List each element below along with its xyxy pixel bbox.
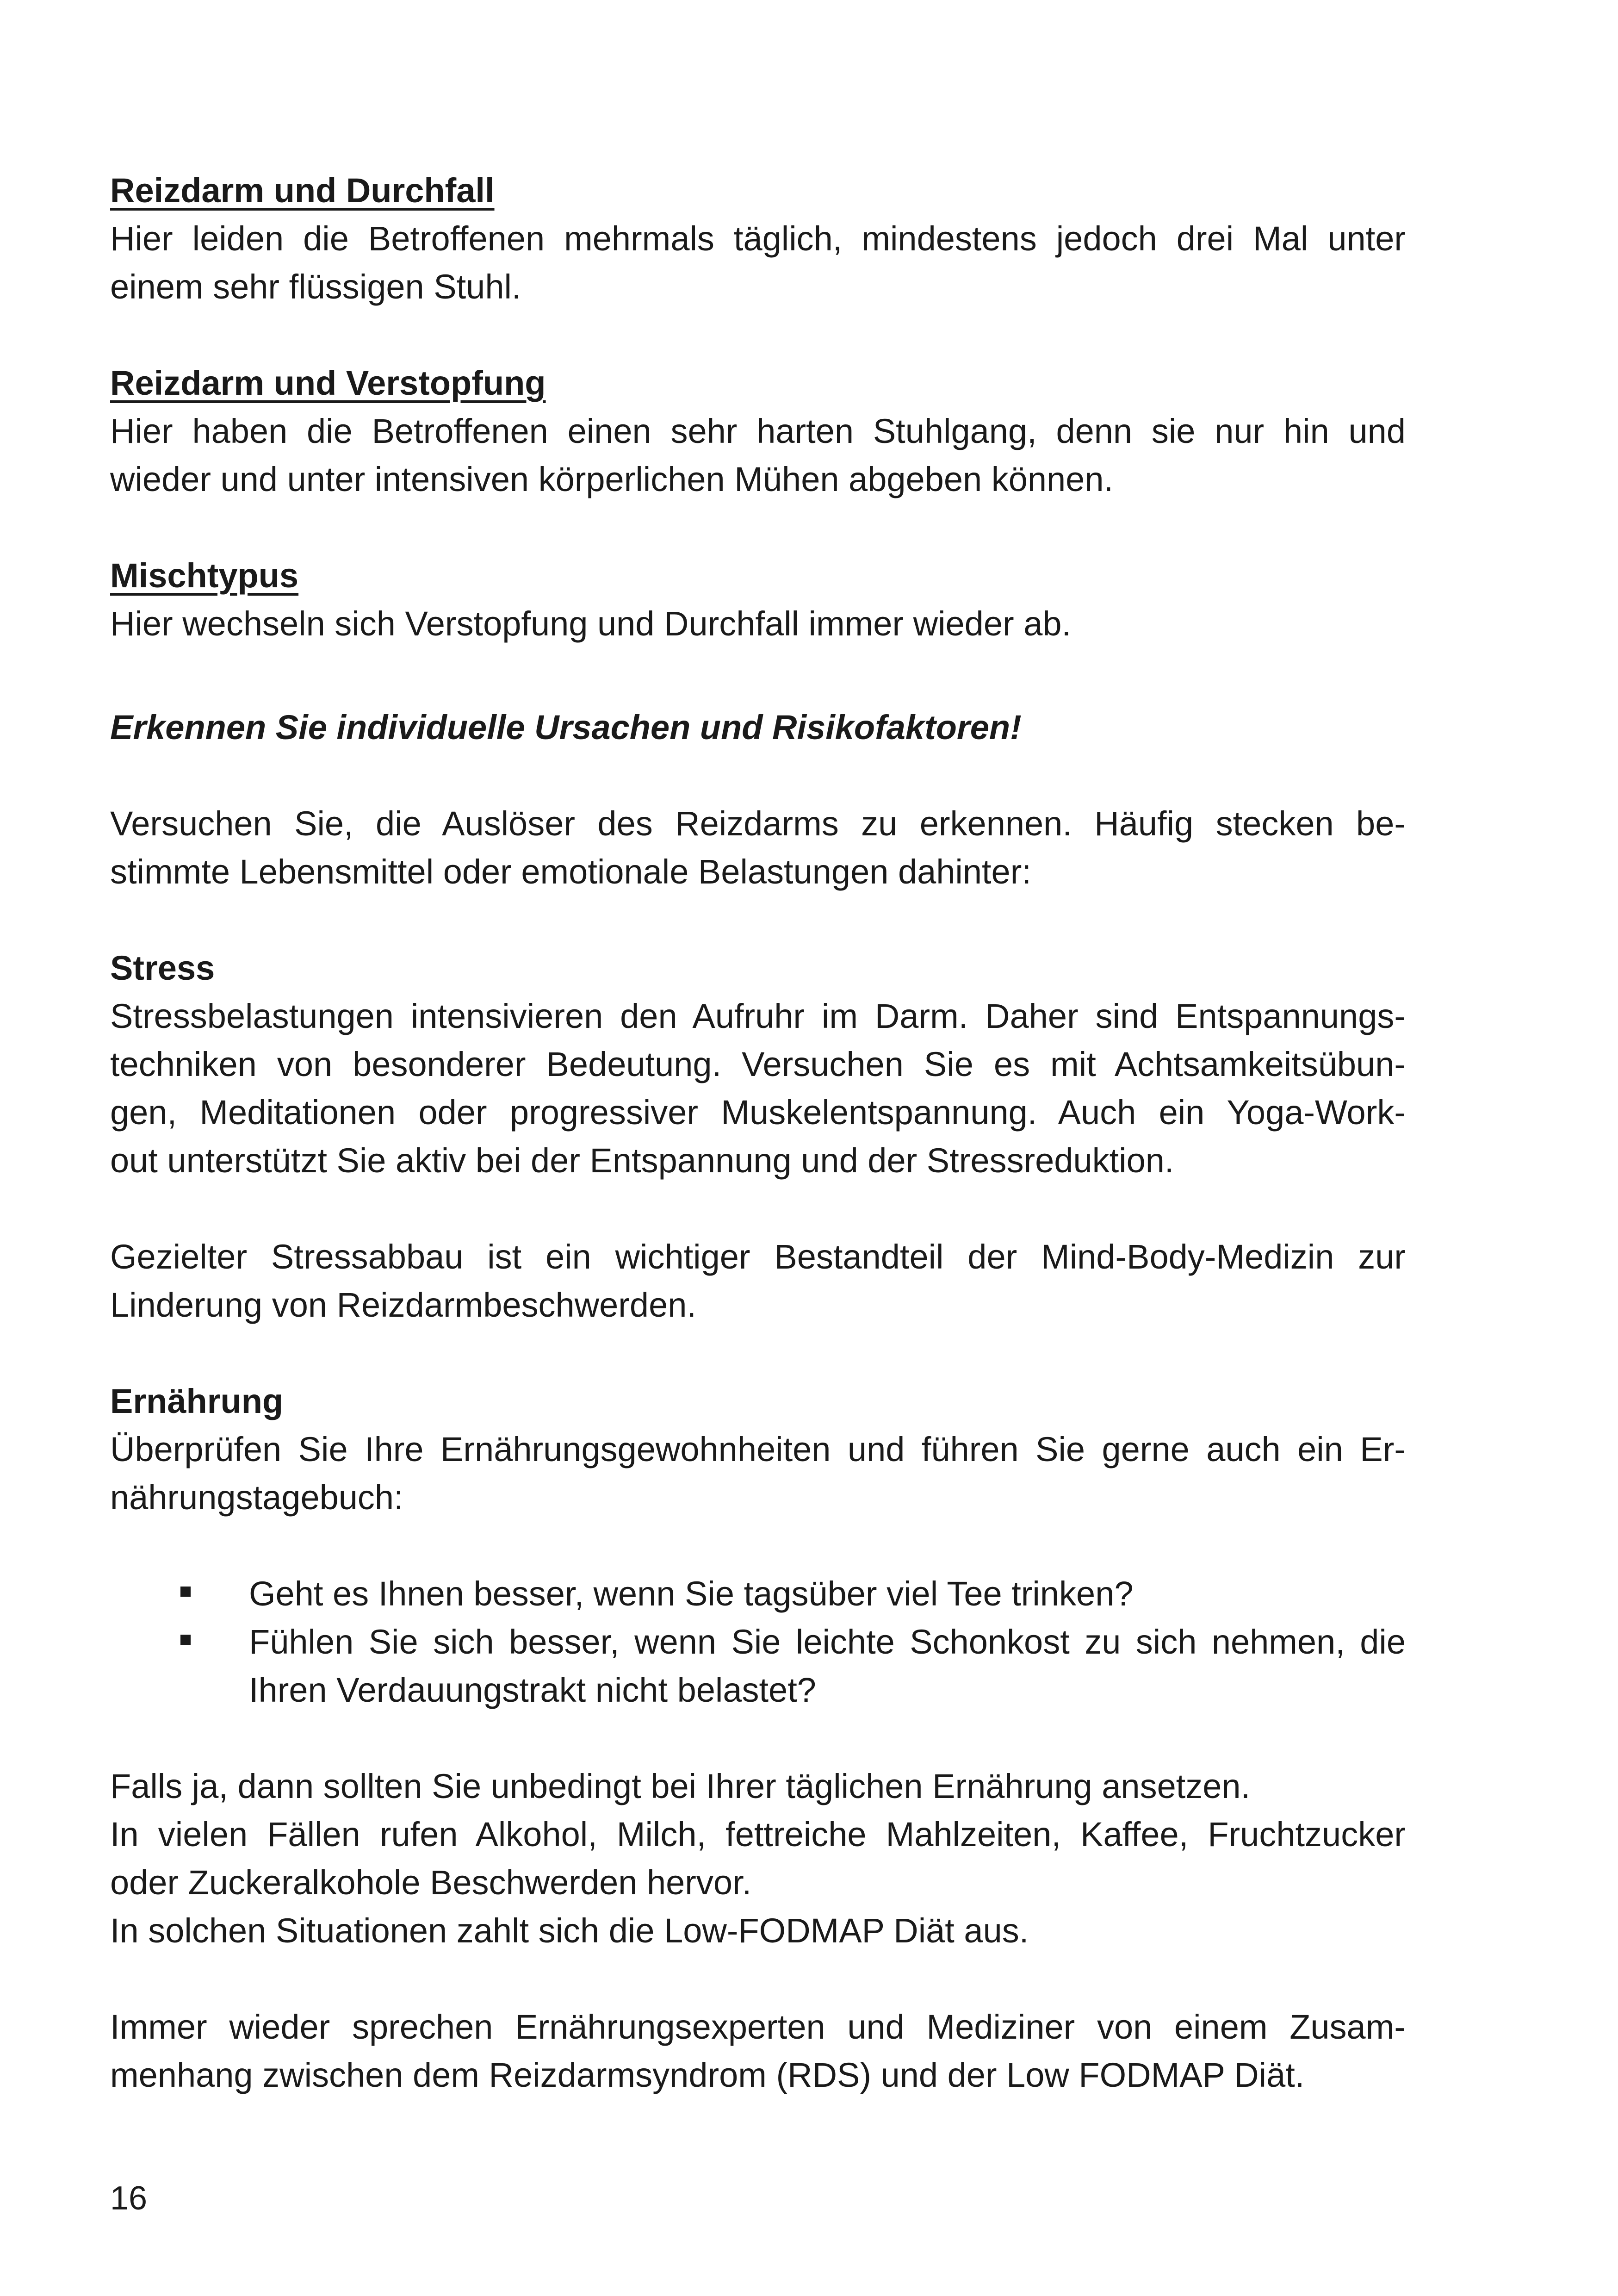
list-item-text: Ihren Verdauungstrakt nicht belastet? <box>249 1671 816 1709</box>
paragraph-line <box>110 1907 1406 1955</box>
text-line: In solchen Situationen zahlt sich die Low-FODMAP Diät aus. <box>110 1911 1029 1950</box>
text-line: oder Zuckeralkohole Beschwerden hervor. <box>110 1863 752 1902</box>
text-line: Überprüfen Sie Ihre Ernährungsgewohnheiten und führen Sie gerne auch ein Er- <box>110 1430 1406 1468</box>
section-verstopfung <box>110 359 1406 504</box>
paragraph-line <box>110 600 1406 648</box>
section-ursachen <box>110 703 1406 896</box>
section-durchfall <box>110 167 1406 311</box>
heading-mischtypus: Mischtypus <box>110 556 299 595</box>
text-line: techniken von besonderer Bedeutung. Versuchen Sie es mit Achtsamkeitsübun- <box>110 1045 1406 1083</box>
heading-reizdarm-verstopfung: Reizdarm und Verstopfung <box>110 364 546 402</box>
paragraph-line <box>110 455 1406 504</box>
list-item-text: Geht es Ihnen besser, wenn Sie tagsüber viel Tee trinken? <box>249 1574 1134 1613</box>
list-item-text: Fühlen Sie sich besser, wenn Sie leichte Schonkost zu sich nehmen, die <box>249 1623 1406 1661</box>
document-page <box>110 167 1406 2099</box>
text-line: gen, Meditationen oder progressiver Muskelentspannung. Auch ein Yoga-Work- <box>110 1093 1406 1132</box>
paragraph-line <box>110 1137 1406 1185</box>
paragraph-line <box>110 1474 1406 1522</box>
text-line: wieder und unter intensiven körperlichen Mühen abgeben können. <box>110 460 1114 498</box>
paragraph-line <box>110 407 1406 455</box>
text-line: Hier leiden die Betroffenen mehrmals täglich, mindestens jedoch drei Mal unter <box>110 219 1406 258</box>
text-line: Gezielter Stressabbau ist ein wichtiger Bestandteil der Mind-Body-Medizin zur <box>110 1238 1406 1276</box>
section-mischtypus <box>110 552 1406 648</box>
text-line: Stressbelastungen intensivieren den Aufruhr im Darm. Daher sind Entspannungs- <box>110 997 1406 1035</box>
paragraph-line <box>110 992 1406 1040</box>
text-line: nährungstagebuch: <box>110 1478 403 1517</box>
heading-stress: Stress <box>110 949 215 987</box>
heading-ernaehrung: Ernährung <box>110 1382 284 1420</box>
paragraph-line <box>110 1281 1406 1329</box>
heading-reizdarm-durchfall: Reizdarm und Durchfall <box>110 171 495 210</box>
text-line: Linderung von Reizdarmbeschwerden. <box>110 1286 696 1324</box>
paragraph-line <box>110 1762 1406 1811</box>
paragraph-line <box>110 2051 1406 2099</box>
text-line: In vielen Fällen rufen Alkohol, Milch, fettreiche Mahlzeiten, Kaffee, Fruchtzucker <box>110 1815 1406 1854</box>
square-bullet-icon <box>180 1635 191 1645</box>
square-bullet-icon <box>180 1587 191 1597</box>
bullet-list <box>110 1570 1406 1714</box>
paragraph-line <box>110 215 1406 263</box>
paragraph-line <box>110 1859 1406 1907</box>
paragraph-line <box>110 1233 1406 1281</box>
page-number: 16 <box>110 2180 148 2217</box>
text-line: Immer wieder sprechen Ernährungsexperten und Mediziner von einem Zusam- <box>110 2008 1406 2046</box>
section-stress <box>110 944 1406 1329</box>
paragraph-line <box>110 1040 1406 1089</box>
text-line: Hier haben die Betroffenen einen sehr harten Stuhlgang, denn sie nur hin und <box>110 412 1406 450</box>
paragraph-line <box>110 1089 1406 1137</box>
text-line: Falls ja, dann sollten Sie unbedingt bei Ihrer täglichen Ernährung ansetzen. <box>110 1767 1251 1805</box>
list-item <box>249 1618 1406 1714</box>
paragraph-line <box>110 848 1406 896</box>
paragraph-line <box>110 263 1406 311</box>
list-item <box>249 1570 1406 1618</box>
text-line: menhang zwischen dem Reizdarmsyndrom (RDS) und der Low FODMAP Diät. <box>110 2056 1305 2094</box>
section-ernaehrung <box>110 1377 1406 2099</box>
text-line: Versuchen Sie, die Auslöser des Reizdarms zu erkennen. Häufig stecken be- <box>110 804 1406 843</box>
paragraph-line <box>110 1811 1406 1859</box>
text-line: stimmte Lebensmittel oder emotionale Belastungen dahinter: <box>110 852 1031 891</box>
text-line: out unterstützt Sie aktiv bei der Entspannung und der Stressreduktion. <box>110 1141 1174 1180</box>
heading-ursachen-risikofaktoren: Erkennen Sie individuelle Ursachen und Risikofaktoren! <box>110 708 1022 747</box>
text-line: Hier wechseln sich Verstopfung und Durchfall immer wieder ab. <box>110 604 1072 643</box>
paragraph-line <box>110 1425 1406 1474</box>
paragraph-line <box>110 2003 1406 2051</box>
paragraph-line <box>110 800 1406 848</box>
text-line: einem sehr flüssigen Stuhl. <box>110 268 521 306</box>
